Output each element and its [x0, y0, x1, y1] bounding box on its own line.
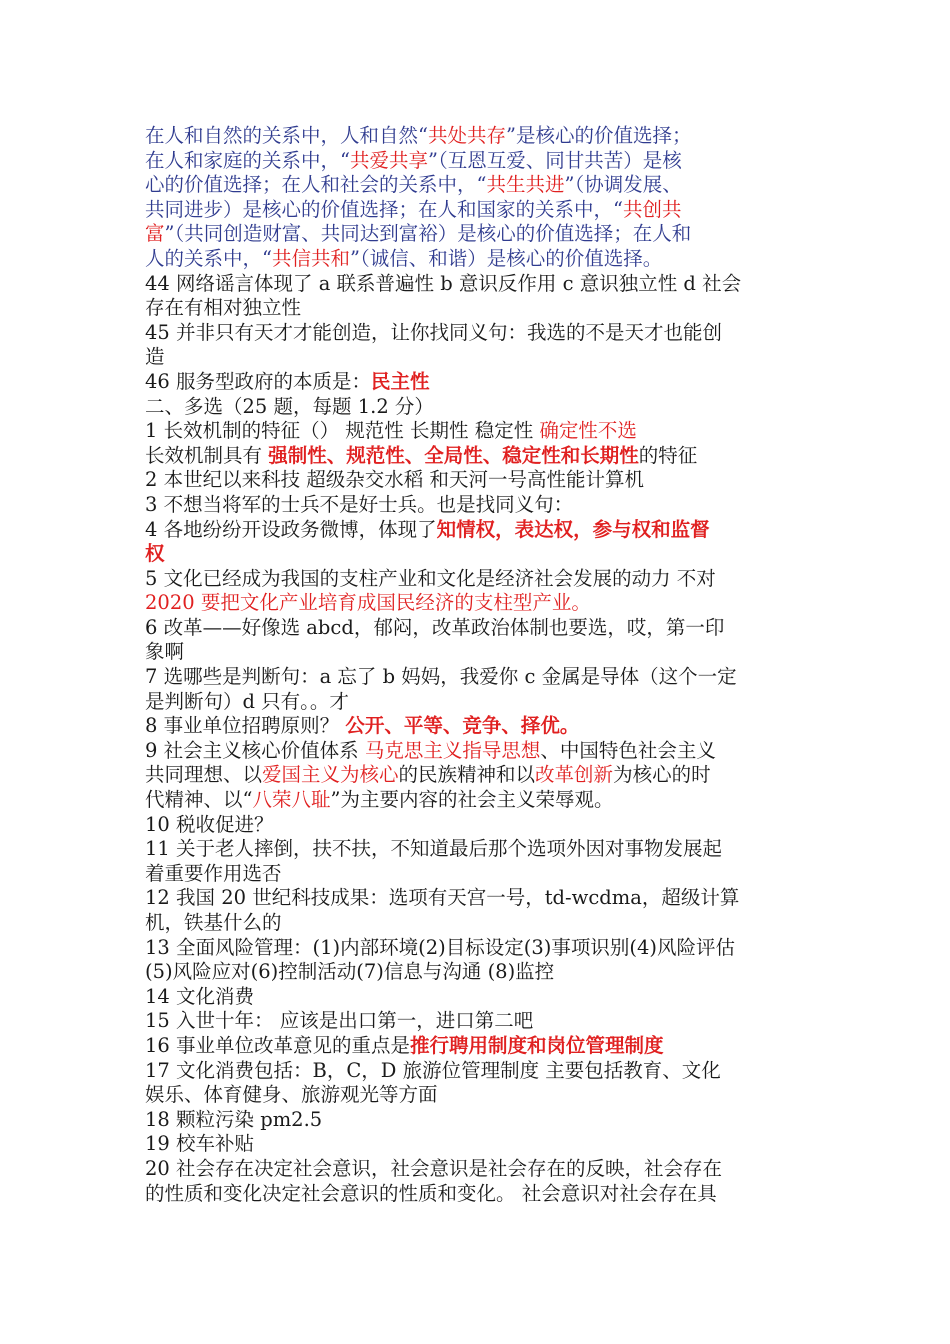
text-line: [145, 936, 810, 961]
text-segment: 象啊: [145, 640, 185, 664]
text-segment: 造: [145, 345, 165, 369]
text-line: [145, 763, 810, 788]
highlighted-text: 公开、平等、竞争、择优。: [345, 714, 580, 738]
text-segment: 9 社会主义核心价值体系: [145, 738, 365, 762]
text-line: [145, 444, 810, 469]
text-line: [145, 468, 810, 493]
highlighted-text: 八荣八耻: [252, 788, 331, 812]
highlighted-text: 改革创新: [535, 763, 614, 787]
highlighted-text: ”（共同创造财富、共同达到富裕）是核心的价值选择；在人和: [164, 222, 692, 246]
text-segment: 1 长效机制的特征（） 规范性 长期性 稳定性: [145, 419, 540, 443]
text-segment: 19 校车补贴: [145, 1132, 255, 1156]
highlighted-text: ”（协调发展、: [564, 173, 682, 197]
text-line: [145, 296, 810, 321]
highlighted-text: 心的价值选择；在人和社会的关系中，“: [145, 173, 487, 197]
text-line: [145, 395, 810, 420]
text-segment: 的性质和变化决定社会意识的性质和变化。 社会意识对社会存在具: [145, 1181, 717, 1205]
text-line: [145, 247, 810, 272]
highlighted-text: ”（互恩互爱、同甘共苦）是核: [428, 148, 682, 172]
text-segment: 长效机制具有: [145, 443, 269, 467]
text-line: [145, 714, 810, 739]
text-line: [145, 1132, 810, 1157]
text-line: [145, 321, 810, 346]
document-body: [145, 124, 810, 1206]
text-segment: 代精神、以“: [145, 788, 253, 812]
text-segment: 16 事业单位改革意见的重点是: [145, 1033, 411, 1057]
text-line: [145, 149, 810, 174]
text-line: [145, 272, 810, 297]
text-line: [145, 862, 810, 887]
text-line: [145, 788, 810, 813]
text-segment: 为核心的时: [613, 763, 711, 787]
highlighted-text: 强制性、规范性、全局性、稳定性和长期性: [268, 443, 639, 467]
text-line: [145, 739, 810, 764]
text-segment: 7 选哪些是判断句：a 忘了 b 妈妈，我爱你 c 金属是导体（这个一定: [145, 665, 737, 689]
text-line: [145, 1009, 810, 1034]
text-line: [145, 173, 810, 198]
text-segment: 18 颗粒污染 pm2.5: [145, 1107, 323, 1131]
text-segment: 机，铁基什么的: [145, 911, 282, 934]
text-line: [145, 1182, 810, 1207]
text-line: [145, 886, 810, 911]
text-line: [145, 493, 810, 518]
text-segment: 6 改革——好像选 abcd，郁闷，改革政治体制也要选，哎，第一印: [145, 615, 725, 639]
text-segment: 14 文化消费: [145, 984, 255, 1008]
text-line: [145, 370, 810, 395]
text-segment: 二、多选（25 题，每题 1.2 分）: [145, 394, 434, 418]
text-line: [145, 813, 810, 838]
text-line: [145, 419, 810, 444]
text-line: [145, 518, 810, 543]
highlighted-text: 共信共和: [271, 246, 350, 270]
text-line: [145, 222, 810, 247]
text-segment: 存在有相对独立性: [145, 296, 302, 320]
text-segment: 共同理想、以: [145, 763, 263, 787]
text-segment: 娱乐、体育健身、旅游观光等方面: [145, 1083, 438, 1107]
text-line: [145, 1157, 810, 1182]
highlighted-text: 知情权，表达权，参与权和监督: [436, 517, 710, 541]
highlighted-text: ”（诚信、和谐）是核心的价值选择。: [350, 246, 663, 270]
text-segment: 45 并非只有天才才能创造，让你找同义句：我选的不是天才也能创: [145, 320, 723, 344]
text-line: [145, 591, 810, 616]
highlighted-text: 共创共: [622, 197, 682, 221]
highlighted-text: 在人和自然的关系中，人和自然“: [145, 124, 428, 147]
text-line: [145, 1034, 810, 1059]
text-segment: 、中国特色社会主义: [540, 738, 716, 762]
text-line: [145, 124, 810, 149]
text-line: [145, 542, 810, 567]
text-segment: 15 入世十年： 应该是出口第一，进口第二吧: [145, 1009, 534, 1033]
text-segment: 8 事业单位招聘原则？: [145, 714, 346, 738]
highlighted-text: 共生共进: [486, 173, 565, 197]
text-segment: 46 服务型政府的本质是：: [145, 369, 372, 393]
highlighted-text: 富: [145, 222, 165, 246]
highlighted-text: 推行聘用制度和岗位管理制度: [410, 1033, 664, 1057]
text-segment: 5 文化已经成为我国的支柱产业和文化是经济社会发展的动力 不对: [145, 566, 716, 590]
text-line: [145, 198, 810, 223]
highlighted-text: 共同进步）是核心的价值选择；在人和国家的关系中，“: [145, 197, 623, 221]
text-line: [145, 837, 810, 862]
text-segment: 的民族精神和以: [398, 763, 536, 787]
text-segment: 4 各地纷纷开设政务微博，体现了: [145, 517, 437, 541]
text-line: [145, 1059, 810, 1084]
highlighted-text: 民主性: [371, 369, 430, 393]
highlighted-text: 人的关系中，“: [145, 246, 272, 270]
text-line: [145, 567, 810, 592]
text-line: [145, 911, 810, 936]
highlighted-text: 共处共存: [427, 124, 506, 147]
text-segment: 12 我国 20 世纪科技成果：选项有天宫一号，td-wcdma，超级计算: [145, 886, 740, 910]
highlighted-text: 共爱共享: [349, 148, 428, 172]
text-segment: 11 关于老人摔倒，扶不扶，不知道最后那个选项外因对事物发展起: [145, 837, 723, 861]
text-segment: 17 文化消费包括：B，C，D 旅游位管理制度 主要包括教育、文化: [145, 1058, 721, 1082]
text-segment: 10 税收促进？: [145, 812, 274, 836]
highlighted-text: 在人和家庭的关系中，“: [145, 148, 350, 172]
text-segment: 44 网络谣言体现了 a 联系普遍性 b 意识反作用 c 意识独立性 d 社会: [145, 271, 742, 295]
highlighted-text: 爱国主义为核心: [262, 763, 399, 787]
highlighted-text: 马克思主义指导思想: [364, 738, 541, 762]
text-line: [145, 640, 810, 665]
text-line: [145, 1083, 810, 1108]
text-segment: 3 不想当将军的士兵不是好士兵。也是找同义句：: [145, 492, 574, 516]
text-line: [145, 985, 810, 1010]
text-segment: 13 全面风险管理：(1)内部环境(2)目标设定(3)事项识别(4)风险评估: [145, 935, 735, 959]
highlighted-text: 权: [145, 542, 165, 566]
text-segment: ”为主要内容的社会主义荣辱观。: [330, 788, 614, 812]
text-segment: 2 本世纪以来科技 超级杂交水稻 和天河一号高性能计算机: [145, 468, 645, 492]
text-segment: 的特征: [638, 443, 698, 467]
text-line: [145, 960, 810, 985]
highlighted-text: 2020 要把文化产业培育成国民经济的支柱型产业。: [145, 591, 591, 615]
text-line: [145, 690, 810, 715]
text-line: [145, 345, 810, 370]
text-line: [145, 616, 810, 641]
text-line: [145, 665, 810, 690]
highlighted-text: ”是核心的价值选择；: [506, 124, 692, 147]
text-segment: 20 社会存在决定社会意识，社会意识是社会存在的反映，社会存在: [145, 1156, 723, 1180]
highlighted-text: 确定性不选: [539, 419, 637, 443]
text-line: [145, 1108, 810, 1133]
text-segment: 是判断句）d 只有。。才: [145, 689, 349, 713]
text-segment: (5)风险应对(6)控制活动(7)信息与沟通 (8)监控: [145, 960, 555, 984]
text-segment: 着重要作用选否: [145, 861, 282, 885]
